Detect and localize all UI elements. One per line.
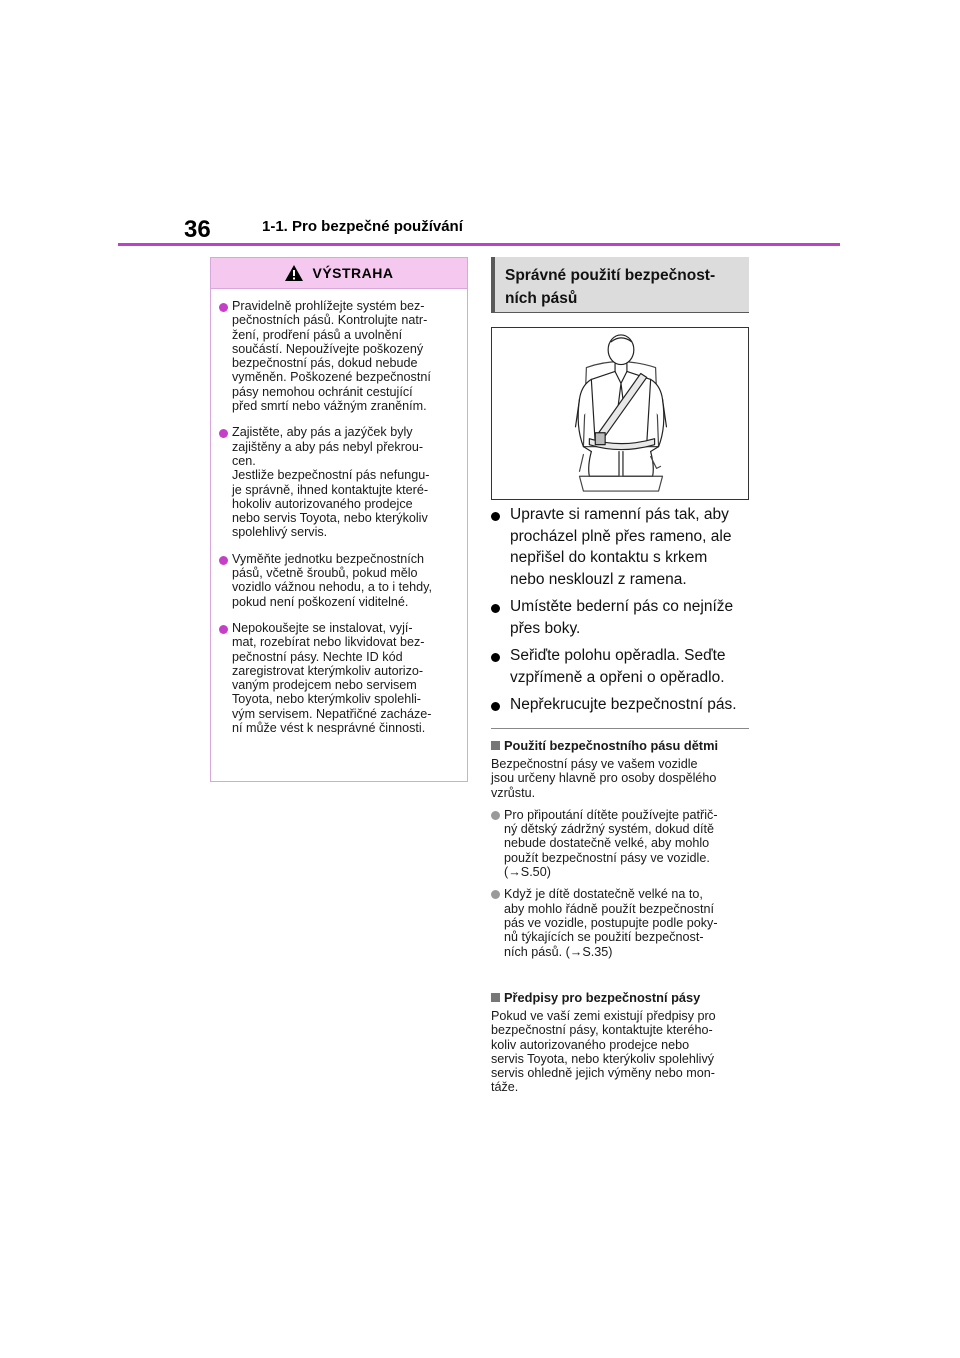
warning-box xyxy=(210,257,468,782)
children-title-text: Použití bezpečnostního pásu dětmi xyxy=(504,738,719,753)
list-item xyxy=(491,887,756,958)
warning-triangle-icon xyxy=(284,264,304,282)
warning-header xyxy=(211,258,467,289)
bullet-icon xyxy=(491,890,500,899)
page-number: 36 xyxy=(184,216,211,243)
list-item xyxy=(491,645,761,688)
list-item-text: Seřiďte polohu opěradla. Seďte vzpřímeně a opřeni o opěradlo. xyxy=(510,647,726,686)
section-divider xyxy=(491,728,749,729)
list-item xyxy=(491,596,761,639)
children-section xyxy=(491,738,756,967)
list-item xyxy=(491,504,761,590)
square-bullet-icon xyxy=(491,741,500,750)
warning-item-text: Zajistěte, aby pás a jazýček byly zajištěny a aby pás nebyl překrou- cen. Jestliže bezpečnostní pás nefungu- je správně, ihned kontaktujte které- hokoliv autorizovaného prodejce nebo servis Toyota, nebo kterýkoliv spolehlivý servis. xyxy=(232,425,430,540)
bullet-icon xyxy=(219,429,228,438)
warning-body xyxy=(211,289,467,735)
proper-use-list xyxy=(491,504,761,722)
square-bullet-icon xyxy=(491,993,500,1002)
bullet-icon xyxy=(491,512,500,521)
regulations-section xyxy=(491,990,756,1103)
warning-item xyxy=(219,299,459,413)
children-intro: Bezpečnostní pásy ve vašem vozidle jsou určeny hlavně pro osoby dospělého vzrůstu. xyxy=(491,757,717,800)
proper-use-heading-box xyxy=(491,257,749,313)
regulations-section-title xyxy=(491,990,756,1005)
bullet-icon xyxy=(219,303,228,312)
children-section-title xyxy=(491,738,756,753)
list-item-text: Když je dítě dostatečně velké na to, aby mohlo řádně použít bezpečnostní pás ve vozidle, postupujte podle poky- nů týkajících se použití bezpečnost- ních pásů. (→S.35) xyxy=(504,887,718,959)
bullet-icon xyxy=(491,653,500,662)
list-item-text: Umístěte bederní pás co nejníže přes boky. xyxy=(510,598,734,637)
bullet-icon xyxy=(491,811,500,820)
section-title: 1-1. Pro bezpečné používání xyxy=(262,218,463,235)
warning-item-text: Pravidelně prohlížejte systém bez- pečnostních pásů. Kontrolujte natr- žení, prodření pásů a uvolnění součástí. Nepoužívejte poškozený bezpečnostní pás, dokud nebude vyměněn. Poškozené bezpečnostní pásy nemohou ochránit cestující před smrtí nebo vážným zraněním. xyxy=(232,299,431,414)
bullet-icon xyxy=(219,556,228,565)
header-rule xyxy=(118,243,840,246)
warning-item xyxy=(219,621,459,735)
list-item-text: Upravte si ramenní pás tak, aby procházel plně přes rameno, ale nepřišel do kontaktu s krkem nebo nesklouzl z ramena. xyxy=(510,506,732,588)
warning-item-text: Nepokoušejte se instalovat, vyjí- mat, rozebírat nebo likvidovat bez- pečnostní pásy. Nechte ID kód zaregistrovat kterýmkoliv autorizo- vaným prodejcem nebo servisem Toyota, nebo kterýmkoliv spolehli- vým servisem. Nepatřičné zacháze- ní může vést k nesprávné činnosti. xyxy=(232,620,432,736)
list-item-text: Pro připoutání dítěte používejte patřič- ný dětský zádržný systém, dokud dítě nebude dostatečně velké, aby mohlo použít bezpečnostní pásy ve vozidle. (→S.50) xyxy=(504,807,718,880)
regulations-title-text: Předpisy pro bezpečnostní pásy xyxy=(504,990,701,1005)
warning-item xyxy=(219,552,459,609)
bullet-icon xyxy=(491,702,500,711)
bullet-icon xyxy=(491,604,500,613)
proper-use-heading: Správné použití bezpečnost- ních pásů xyxy=(505,267,716,307)
warning-title: VÝSTRAHA xyxy=(312,265,394,281)
regulations-text: Pokud ve vaší zemi existují předpisy pro bezpečnostní pásy, kontaktujte kterého- koliv autorizovaného prodejce nebo servis Toyota, nebo kterýkoliv spolehlivý servis ohledně jejich výměny nebo mon- táže. xyxy=(491,1009,716,1095)
seatbelt-illustration xyxy=(491,327,749,500)
seated-person-with-seatbelt-icon xyxy=(492,328,748,499)
list-item xyxy=(491,694,761,716)
warning-item xyxy=(219,425,459,539)
list-item-text: Nepřekrucujte bezpečnostní pás. xyxy=(510,696,737,713)
bullet-icon xyxy=(219,625,228,634)
warning-item-text: Vyměňte jednotku bezpečnostních pásů, včetně šroubů, pokud mělo vozidlo vážnou nehodu, a to i tehdy, pokud není poškození viditelné. xyxy=(232,551,433,609)
list-item xyxy=(491,808,756,879)
